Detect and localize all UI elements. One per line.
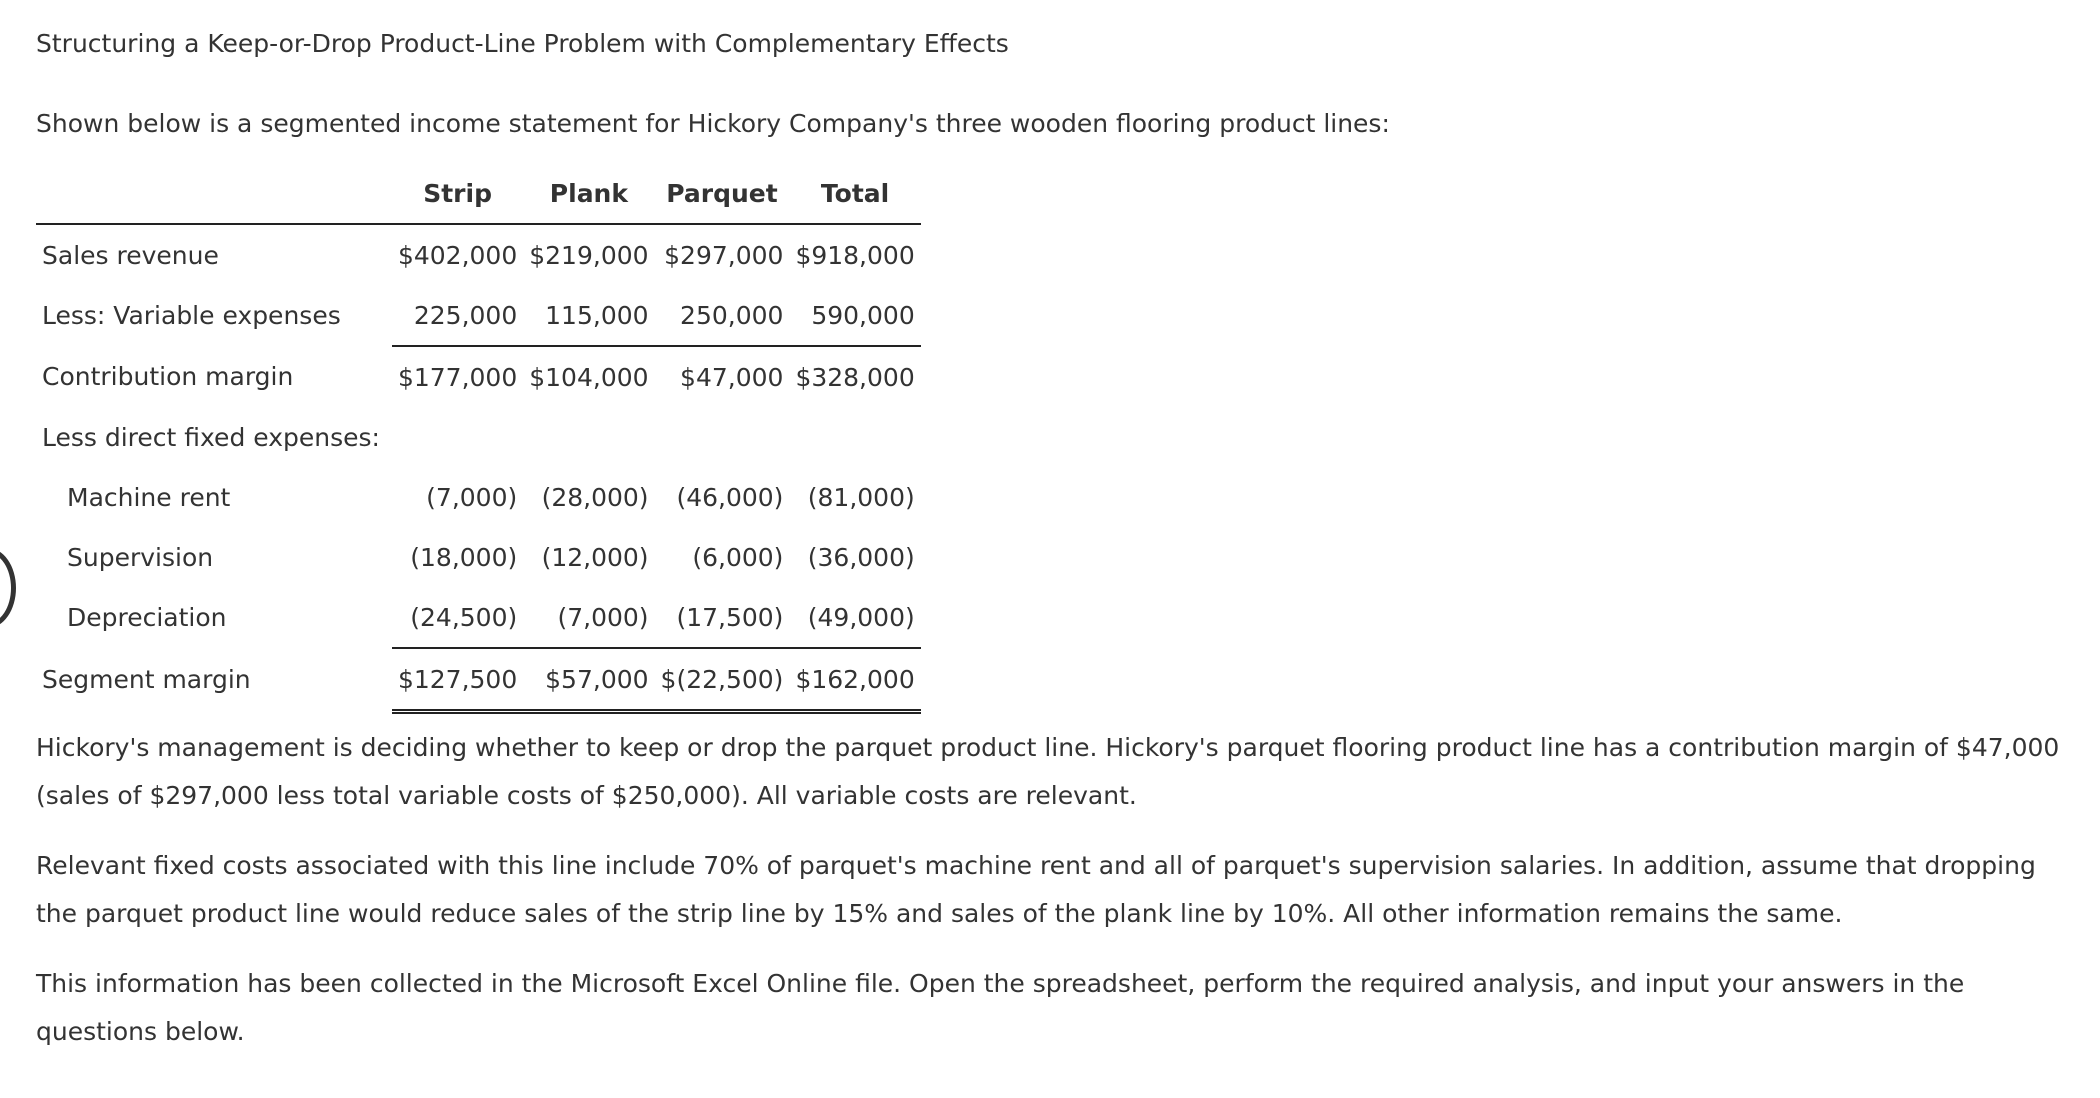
row-label: Less: Variable expenses [42, 301, 341, 330]
header-parquet: Parquet [655, 163, 790, 224]
row-depreciation [36, 587, 921, 648]
parquet-value: $297,000 [664, 240, 784, 270]
strip-value: (18,000) [410, 542, 518, 572]
row-label: Depreciation [67, 603, 227, 632]
paragraph-decision: Hickory's management is deciding whether to keep or drop the parquet product line. Hickory's parquet flooring product line has a contribution margin of $47,000 (sales of $297,000 less total variable costs of $250,000). All variable costs are relevant. [36, 733, 2060, 810]
parquet-value: 250,000 [655, 285, 790, 346]
strip-value: (7,000) [426, 482, 518, 512]
parquet-value [655, 407, 790, 467]
partial-circle-decoration [0, 548, 16, 628]
row-label: Supervision [67, 542, 214, 572]
total-value: $162,000 [789, 648, 920, 712]
strip-value: $177,000 [397, 362, 518, 392]
plank-value: $104,000 [529, 362, 649, 392]
strip-value [392, 407, 523, 467]
plank-value: 115,000 [523, 285, 654, 346]
total-value: 590,000 [789, 285, 920, 346]
row-contribution-margin [36, 346, 921, 407]
strip-value: (24,500) [392, 587, 523, 648]
strip-value: 225,000 [392, 285, 523, 346]
parquet-value: (17,500) [655, 587, 790, 648]
parquet-value: $47,000 [680, 362, 784, 392]
parquet-value: (6,000) [692, 542, 784, 572]
row-label: Segment margin [42, 665, 251, 695]
row-machine-rent [36, 467, 921, 527]
strip-value: $127,500 [392, 648, 523, 712]
row-sales-revenue [36, 224, 921, 285]
row-segment-margin [36, 648, 921, 712]
row-direct-fixed-heading [36, 407, 921, 467]
total-value: (81,000) [807, 482, 915, 512]
row-label: Machine rent [67, 482, 231, 512]
total-value: $918,000 [795, 240, 915, 270]
strip-value: $402,000 [397, 240, 518, 270]
paragraph-instructions: This information has been collected in the Microsoft Excel Online file. Open the spreadsheet, perform the required analysis, and input your answers in the questions below. [36, 969, 1965, 1046]
header-blank [36, 163, 392, 224]
header-strip: Strip [392, 163, 523, 224]
table-header-row [36, 163, 921, 224]
total-value: (49,000) [789, 587, 920, 648]
row-label: Sales revenue [42, 240, 219, 270]
header-total: Total [789, 163, 920, 224]
parquet-value: $(22,500) [655, 648, 790, 712]
total-value [789, 407, 920, 467]
plank-value: (12,000) [541, 542, 649, 572]
plank-value: $57,000 [523, 648, 654, 712]
row-label: Contribution margin [42, 362, 294, 391]
intro-text: Shown below is a segmented income statement for Hickory Company's three wooden flooring product lines: [36, 109, 1390, 138]
plank-value [523, 407, 654, 467]
row-label: Less direct fixed expenses: [42, 422, 380, 452]
row-variable-expenses [36, 285, 921, 346]
total-value: (36,000) [807, 542, 915, 572]
total-value: $328,000 [795, 362, 915, 392]
plank-value: $219,000 [529, 240, 649, 270]
plank-value: (28,000) [541, 482, 649, 512]
income-statement-table [36, 163, 921, 714]
problem-title: Structuring a Keep-or-Drop Product-Line Problem with Complementary Effects [36, 29, 1009, 58]
header-plank: Plank [523, 163, 654, 224]
row-supervision [36, 527, 921, 587]
plank-value: (7,000) [523, 587, 654, 648]
parquet-value: (46,000) [676, 482, 784, 512]
paragraph-relevant-costs: Relevant fixed costs associated with this line include 70% of parquet's machine rent and all of parquet's supervision salaries. In addition, assume that dropping the parquet product line would reduce sales of the strip line by 15% and sales of the plank line by 10%. All other information remains the same. [36, 851, 2036, 928]
